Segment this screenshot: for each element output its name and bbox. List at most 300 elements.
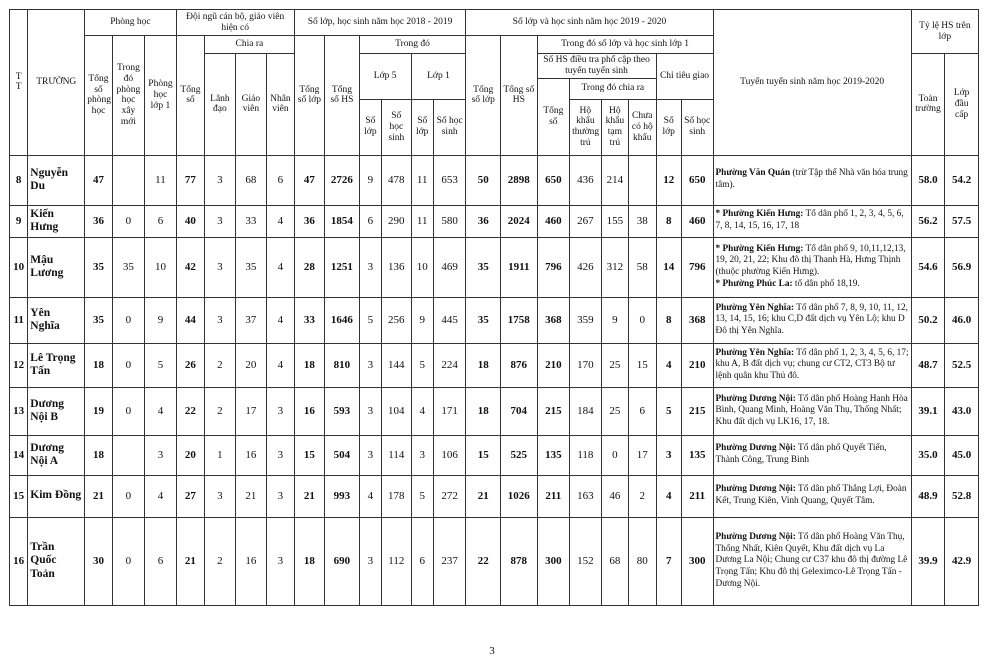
- table-cell: 6: [411, 517, 433, 605]
- table-cell: 460: [681, 205, 713, 237]
- table-cell: 10: [411, 237, 433, 297]
- table-cell: 6: [267, 155, 294, 205]
- table-cell: 3: [359, 387, 381, 435]
- zone-detail: Tổ dân phố 7, 8, 9, 10, 11, 12, 13, 14, 15, 16; khu C,D đất dịch vụ Yên Lộ; khu D Đô thị Yên Nghĩa.: [715, 302, 908, 337]
- table-cell: 27: [176, 475, 204, 517]
- zone-ward: Phường Dương Nội:: [715, 393, 796, 404]
- table-cell: 256: [382, 297, 411, 343]
- school-name: Kim Đồng: [28, 475, 85, 517]
- table-cell: 21: [176, 517, 204, 605]
- table-cell: 144: [382, 343, 411, 387]
- table-cell: 18: [85, 435, 112, 475]
- table-cell: 0: [112, 387, 145, 435]
- table-cell: 28: [294, 237, 325, 297]
- row-number: 12: [10, 343, 28, 387]
- zone-ward: * Phường Kiến Hưng:: [715, 209, 804, 220]
- group-chia-ra: Chia ra: [205, 36, 294, 54]
- group-trong-do: Trong đó: [359, 36, 466, 54]
- table-cell: 8: [656, 205, 681, 237]
- table-cell: 3: [205, 155, 236, 205]
- table-cell: 653: [433, 155, 466, 205]
- row-number: 9: [10, 205, 28, 237]
- table-cell: 1026: [500, 475, 537, 517]
- table-cell: 136: [382, 237, 411, 297]
- table-cell: 6: [145, 517, 177, 605]
- table-cell: 0: [112, 475, 145, 517]
- table-cell: 3: [205, 475, 236, 517]
- table-cell: 18: [294, 343, 325, 387]
- table-cell: 525: [500, 435, 537, 475]
- col-truong: TRƯỜNG: [28, 10, 85, 156]
- table-cell: 460: [537, 205, 570, 237]
- table-row: [10, 517, 979, 605]
- table-cell: 36: [294, 205, 325, 237]
- table-cell: 15: [294, 435, 325, 475]
- table-cell: 11: [411, 155, 433, 205]
- table-cell: 0: [112, 297, 145, 343]
- school-name: Lê Trọng Tấn: [28, 343, 85, 387]
- zone-ward: Phường Dương Nội:: [715, 443, 796, 454]
- table-cell: 5: [411, 475, 433, 517]
- table-cell: 36: [466, 205, 501, 237]
- table-cell: 3: [205, 205, 236, 237]
- ratio-toan-truong: 48.7: [911, 343, 945, 387]
- table-cell: 4: [267, 205, 294, 237]
- table-cell: 35: [466, 237, 501, 297]
- table-cell: 2: [205, 343, 236, 387]
- table-cell: 0: [629, 297, 656, 343]
- table-cell: 5: [411, 343, 433, 387]
- col-nhan-vien: Nhân viên: [267, 54, 294, 156]
- zone-ward: * Phường Phúc La:: [715, 279, 793, 290]
- group-dieu-tra: Số HS điều tra phổ cập theo tuyến tuyển sinh: [537, 54, 656, 79]
- ratio-lop-dau-cap: 52.5: [945, 343, 979, 387]
- table-cell: 3: [411, 435, 433, 475]
- table-cell: 211: [537, 475, 570, 517]
- table-cell: 796: [537, 237, 570, 297]
- table-cell: 1758: [500, 297, 537, 343]
- col-so-lop-chi-tieu: Số lớp: [656, 99, 681, 155]
- table-cell: 112: [382, 517, 411, 605]
- table-cell: 15: [629, 343, 656, 387]
- col-so-hs-lop5: Số học sinh: [382, 99, 411, 155]
- zone-detail: Tổ dân phố 9, 10,11,12,13, 19, 20, 21, 22; Khu đô thị Thanh Hà, Hưng Thịnh (thuộc phường Kiến Hưng).: [715, 243, 906, 278]
- col-tong-so-doi-ngu: Tổng số: [176, 36, 204, 156]
- table-cell: 163: [570, 475, 602, 517]
- enrollment-zone: [713, 475, 911, 517]
- ratio-toan-truong: 39.1: [911, 387, 945, 435]
- col-phong-xay-moi: Trong đó phòng học xây mới: [112, 36, 145, 156]
- table-cell: 436: [570, 155, 602, 205]
- table-row: [10, 387, 979, 435]
- table-cell: 4: [656, 343, 681, 387]
- col-phong-lop1: Phòng học lớp 1: [145, 36, 177, 156]
- ratio-lop-dau-cap: 56.9: [945, 237, 979, 297]
- table-cell: 4: [267, 297, 294, 343]
- table-cell: [112, 435, 145, 475]
- zone-ward: Phường Văn Quán: [715, 168, 791, 179]
- table-cell: 178: [382, 475, 411, 517]
- table-cell: 184: [570, 387, 602, 435]
- table-cell: 6: [629, 387, 656, 435]
- table-row: [10, 205, 979, 237]
- table-row: [10, 297, 979, 343]
- page-number: 3: [489, 645, 495, 657]
- table-cell: 4: [656, 475, 681, 517]
- col-tuyen-tuyen-sinh: Tuyển tuyển sinh năm học 2019-2020: [713, 10, 911, 156]
- table-cell: 19: [85, 387, 112, 435]
- table-cell: 16: [235, 435, 267, 475]
- table-cell: 36: [85, 205, 112, 237]
- table-cell: 114: [382, 435, 411, 475]
- table-cell: 5: [145, 343, 177, 387]
- enrollment-zone: [713, 155, 911, 205]
- table-cell: 35: [235, 237, 267, 297]
- table-cell: 312: [601, 237, 628, 297]
- enrollment-zone: [713, 387, 911, 435]
- table-cell: 210: [681, 343, 713, 387]
- table-cell: 118: [570, 435, 602, 475]
- table-cell: 68: [601, 517, 628, 605]
- table-cell: 4: [267, 237, 294, 297]
- col-tong-so-phong: Tổng số phòng học: [85, 36, 112, 156]
- table-cell: 18: [466, 387, 501, 435]
- table-cell: 14: [656, 237, 681, 297]
- table-cell: 171: [433, 387, 466, 435]
- table-cell: 267: [570, 205, 602, 237]
- ratio-lop-dau-cap: 54.2: [945, 155, 979, 205]
- table-cell: 68: [235, 155, 267, 205]
- table-cell: 42: [176, 237, 204, 297]
- table-cell: 22: [176, 387, 204, 435]
- col-so-hs-chi-tieu: Số học sinh: [681, 99, 713, 155]
- enrollment-zone: [713, 297, 911, 343]
- table-cell: 272: [433, 475, 466, 517]
- col-lop-dau-cap: Lớp đầu cấp: [945, 54, 979, 156]
- table-cell: 0: [601, 435, 628, 475]
- table-cell: 593: [325, 387, 360, 435]
- school-name: Mậu Lương: [28, 237, 85, 297]
- table-cell: 17: [629, 435, 656, 475]
- table-cell: 21: [294, 475, 325, 517]
- table-cell: 504: [325, 435, 360, 475]
- table-cell: 300: [681, 517, 713, 605]
- table-cell: 46: [601, 475, 628, 517]
- ratio-toan-truong: 35.0: [911, 435, 945, 475]
- row-number: 14: [10, 435, 28, 475]
- table-cell: 3: [359, 237, 381, 297]
- table-cell: 3: [267, 517, 294, 605]
- group-doi-ngu: Đội ngũ cán bộ, giáo viên hiện có: [176, 10, 294, 36]
- enrollment-table: [9, 9, 979, 606]
- table-cell: 18: [294, 517, 325, 605]
- col-chua-co-ho-khau: Chưa có hộ khẩu: [629, 99, 656, 155]
- zone-detail: Tổ dân phố Thắng Lợi, Đoàn Kết, Trung Kiên, Vinh Quang, Quyết Tâm.: [715, 484, 907, 507]
- table-cell: 1251: [325, 237, 360, 297]
- enrollment-zone: [713, 435, 911, 475]
- table-cell: 20: [176, 435, 204, 475]
- table-cell: 170: [570, 343, 602, 387]
- zone-ward: Phường Yên Nghĩa:: [715, 302, 795, 313]
- table-cell: 16: [235, 517, 267, 605]
- table-cell: 4: [411, 387, 433, 435]
- table-cell: [629, 155, 656, 205]
- table-cell: 77: [176, 155, 204, 205]
- col-so-hs-lop1: Số học sinh: [433, 99, 466, 155]
- school-name: Kiến Hưng: [28, 205, 85, 237]
- table-cell: 211: [681, 475, 713, 517]
- school-name: Trần Quốc Toản: [28, 517, 85, 605]
- table-cell: 9: [601, 297, 628, 343]
- table-cell: 18: [85, 343, 112, 387]
- ratio-lop-dau-cap: 46.0: [945, 297, 979, 343]
- table-row: [10, 475, 979, 517]
- table-cell: 3: [205, 297, 236, 343]
- table-cell: 4: [359, 475, 381, 517]
- table-cell: 20: [235, 343, 267, 387]
- table-cell: 47: [294, 155, 325, 205]
- table-cell: 993: [325, 475, 360, 517]
- table-cell: 21: [85, 475, 112, 517]
- table-cell: 37: [235, 297, 267, 343]
- table-cell: 810: [325, 343, 360, 387]
- table-cell: 106: [433, 435, 466, 475]
- table-cell: 104: [382, 387, 411, 435]
- table-cell: 44: [176, 297, 204, 343]
- ratio-lop-dau-cap: 52.8: [945, 475, 979, 517]
- table-cell: 0: [112, 343, 145, 387]
- table-cell: 38: [629, 205, 656, 237]
- table-cell: 9: [359, 155, 381, 205]
- table-row: [10, 155, 979, 205]
- table-row: [10, 237, 979, 297]
- table-cell: 1854: [325, 205, 360, 237]
- table-cell: 17: [235, 387, 267, 435]
- table-cell: 878: [500, 517, 537, 605]
- school-name: Nguyễn Du: [28, 155, 85, 205]
- table-cell: 2: [629, 475, 656, 517]
- row-number: 8: [10, 155, 28, 205]
- table-cell: 0: [112, 517, 145, 605]
- zone-detail: Tổ dân phố Hoàng Hanh Hòa Bình, Quang Minh, Hoàng Văn Thụ, Thống Nhất; Khu đất dịch vụ LK16, 17, 18.: [715, 393, 908, 428]
- group-lop1: Lớp 1: [411, 54, 466, 100]
- table-cell: 650: [537, 155, 570, 205]
- zone-detail: tổ dân phố 18,19.: [792, 279, 860, 290]
- table-cell: 22: [466, 517, 501, 605]
- ratio-toan-truong: 50.2: [911, 297, 945, 343]
- table-row: [10, 343, 979, 387]
- table-cell: 4: [145, 475, 177, 517]
- table-row: [10, 435, 979, 475]
- table-cell: 368: [537, 297, 570, 343]
- table-cell: 215: [537, 387, 570, 435]
- table-cell: 11: [145, 155, 177, 205]
- table-cell: 21: [235, 475, 267, 517]
- table-cell: 2726: [325, 155, 360, 205]
- table-cell: 9: [411, 297, 433, 343]
- zone-ward: Phường Dương Nội:: [715, 531, 796, 542]
- group-ty-le: Tỷ lệ HS trên lớp: [911, 10, 978, 54]
- zone-detail: Tổ dân phố 1, 2, 3, 4, 5, 6, 7, 8, 14, 15, 16, 17, 18: [715, 209, 904, 232]
- table-cell: 215: [681, 387, 713, 435]
- table-cell: 35: [466, 297, 501, 343]
- table-cell: [112, 155, 145, 205]
- col-ho-khau-thuong-tru: Hộ khẩu thường trú: [570, 99, 602, 155]
- table-cell: 3: [145, 435, 177, 475]
- ratio-toan-truong: 48.9: [911, 475, 945, 517]
- table-cell: 876: [500, 343, 537, 387]
- group-lop1-2019: Trong đó số lớp và học sinh lớp 1: [537, 36, 713, 54]
- table-cell: 3: [359, 435, 381, 475]
- ratio-toan-truong: 39.9: [911, 517, 945, 605]
- table-body: [10, 155, 979, 605]
- group-lop5: Lớp 5: [359, 54, 411, 100]
- table-cell: 237: [433, 517, 466, 605]
- group-nam-hoc-2019: Số lớp và học sinh năm học 2019 - 2020: [466, 10, 713, 36]
- ratio-lop-dau-cap: 45.0: [945, 435, 979, 475]
- table-cell: 3: [359, 343, 381, 387]
- table-cell: 33: [235, 205, 267, 237]
- table-cell: 58: [629, 237, 656, 297]
- table-cell: 35: [85, 237, 112, 297]
- enrollment-zone: [713, 237, 911, 297]
- table-cell: 26: [176, 343, 204, 387]
- table-cell: 2898: [500, 155, 537, 205]
- table-cell: 135: [537, 435, 570, 475]
- table-cell: 3: [656, 435, 681, 475]
- table-cell: 445: [433, 297, 466, 343]
- ratio-toan-truong: 54.6: [911, 237, 945, 297]
- table-cell: 12: [656, 155, 681, 205]
- ratio-lop-dau-cap: 43.0: [945, 387, 979, 435]
- table-cell: 210: [537, 343, 570, 387]
- table-cell: 1: [205, 435, 236, 475]
- zone-detail: Tổ dân phố Hoàng Văn Thụ, Thống Nhất, Kiên Quyết, Khu đất dịch vụ La Dương La Nội; Chung cư C37 khu đô thị đường Lê Trọng Tấn; Khu đô thị Geleximco-Lê Trọng Tấn - Dương Nội.: [715, 531, 908, 590]
- col-giao-vien: Giáo viên: [235, 54, 267, 156]
- ratio-toan-truong: 58.0: [911, 155, 945, 205]
- table-cell: 21: [466, 475, 501, 517]
- table-cell: 5: [656, 387, 681, 435]
- col-tt: T T: [10, 10, 28, 156]
- table-cell: 135: [681, 435, 713, 475]
- table-cell: 300: [537, 517, 570, 605]
- enrollment-zone: [713, 343, 911, 387]
- zone-detail: Tổ dân phố 1, 2, 3, 4, 5, 6, 17; khu A, B đất dịch vụ; chung cư CT2, CT3 Bộ tư lệnh quân khu Thủ đô.: [715, 347, 909, 382]
- col-tong-so-lop-2019: Tổng số lớp: [466, 36, 501, 156]
- table-cell: 25: [601, 387, 628, 435]
- table-cell: 1911: [500, 237, 537, 297]
- table-cell: 50: [466, 155, 501, 205]
- table-cell: 18: [466, 343, 501, 387]
- table-cell: 704: [500, 387, 537, 435]
- table-cell: 16: [294, 387, 325, 435]
- col-ho-khau-tam-tru: Hộ khẩu tạm trú: [601, 99, 628, 155]
- ratio-lop-dau-cap: 57.5: [945, 205, 979, 237]
- zone-detail: Tổ dân phố Quyết Tiến, Thành Công, Trung Bình: [715, 443, 887, 466]
- table-cell: 11: [411, 205, 433, 237]
- table-cell: 290: [382, 205, 411, 237]
- table-cell: 3: [359, 517, 381, 605]
- col-so-lop-lop1: Số lớp: [411, 99, 433, 155]
- table-cell: 33: [294, 297, 325, 343]
- table-cell: 4: [267, 343, 294, 387]
- row-number: 11: [10, 297, 28, 343]
- enrollment-zone: [713, 517, 911, 605]
- table-cell: 15: [466, 435, 501, 475]
- school-name: Dương Nội A: [28, 435, 85, 475]
- zone-ward: Phường Yên Nghĩa:: [715, 347, 795, 358]
- table-cell: 40: [176, 205, 204, 237]
- table-cell: 690: [325, 517, 360, 605]
- table-cell: 47: [85, 155, 112, 205]
- row-number: 13: [10, 387, 28, 435]
- group-nam-hoc-2018: Số lớp, học sinh năm học 2018 - 2019: [294, 10, 466, 36]
- table-cell: 2: [205, 387, 236, 435]
- table-cell: 10: [145, 237, 177, 297]
- table-cell: 7: [656, 517, 681, 605]
- table-cell: 359: [570, 297, 602, 343]
- table-cell: 3: [205, 237, 236, 297]
- table-cell: 30: [85, 517, 112, 605]
- table-cell: 224: [433, 343, 466, 387]
- row-number: 16: [10, 517, 28, 605]
- table-cell: 580: [433, 205, 466, 237]
- zone-ward: Phường Dương Nội:: [715, 484, 796, 495]
- table-cell: 25: [601, 343, 628, 387]
- col-toan-truong: Toàn trường: [911, 54, 945, 156]
- group-chi-tieu: Chỉ tiêu giao: [656, 54, 713, 100]
- col-so-lop-lop5: Số lớp: [359, 99, 381, 155]
- table-cell: 152: [570, 517, 602, 605]
- school-name: Yên Nghĩa: [28, 297, 85, 343]
- col-tong-so-hs-2018: Tổng số HS: [325, 36, 360, 156]
- ratio-toan-truong: 56.2: [911, 205, 945, 237]
- col-lanh-dao: Lãnh đạo: [205, 54, 236, 156]
- group-phong-hoc: Phòng học: [85, 10, 176, 36]
- table-cell: 0: [112, 205, 145, 237]
- table-cell: 5: [359, 297, 381, 343]
- table-cell: 650: [681, 155, 713, 205]
- enrollment-zone: [713, 205, 911, 237]
- table-cell: 796: [681, 237, 713, 297]
- table-cell: 3: [267, 435, 294, 475]
- row-number: 10: [10, 237, 28, 297]
- school-name: Dương Nội B: [28, 387, 85, 435]
- table-cell: 8: [656, 297, 681, 343]
- table-cell: 35: [112, 237, 145, 297]
- table-cell: 2: [205, 517, 236, 605]
- ratio-lop-dau-cap: 42.9: [945, 517, 979, 605]
- table-cell: 426: [570, 237, 602, 297]
- table-cell: 80: [629, 517, 656, 605]
- table-cell: 155: [601, 205, 628, 237]
- table-cell: 4: [145, 387, 177, 435]
- table-cell: 9: [145, 297, 177, 343]
- table-cell: 6: [145, 205, 177, 237]
- row-number: 15: [10, 475, 28, 517]
- table-cell: 3: [267, 387, 294, 435]
- table-cell: 214: [601, 155, 628, 205]
- table-cell: 478: [382, 155, 411, 205]
- group-trong-do-chia-ra: Trong đó chia ra: [570, 78, 656, 99]
- table-cell: 3: [267, 475, 294, 517]
- table-cell: 6: [359, 205, 381, 237]
- table-cell: 469: [433, 237, 466, 297]
- table-cell: 368: [681, 297, 713, 343]
- col-tong-so-hs-2019: Tổng số HS: [500, 36, 537, 156]
- col-tong-so-dieu-tra: Tổng số: [537, 78, 570, 155]
- table-cell: 35: [85, 297, 112, 343]
